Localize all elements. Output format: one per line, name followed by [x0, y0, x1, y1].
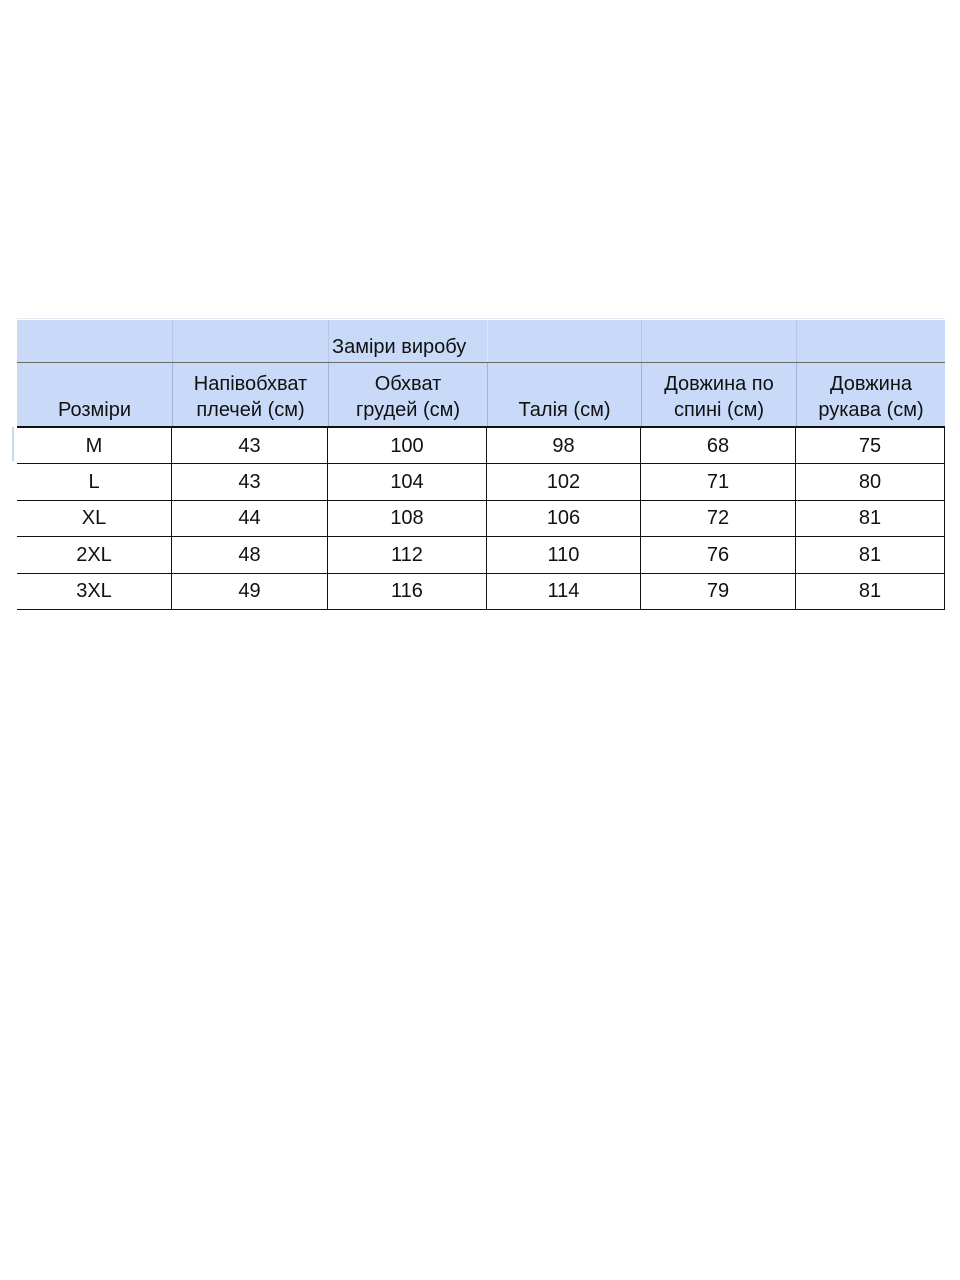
column-header-waist: Талія (см) — [487, 363, 641, 426]
sleeve-length-cell: 75 — [796, 428, 945, 463]
size-cell: M — [17, 428, 172, 463]
sleeve-length-cell: 81 — [796, 501, 945, 536]
table-body — [17, 428, 945, 610]
shoulders-cell: 48 — [172, 537, 328, 572]
sheet-top-gridline — [17, 318, 945, 319]
back-length-cell: 76 — [641, 537, 796, 572]
title-cell-empty — [487, 320, 641, 362]
table-row — [17, 464, 944, 500]
table-row — [17, 501, 944, 537]
table-row — [17, 574, 944, 610]
table-row — [17, 537, 944, 573]
title-cell-empty — [17, 320, 172, 362]
size-cell: L — [17, 464, 172, 499]
shoulders-cell: 44 — [172, 501, 328, 536]
row-selection-marker — [12, 427, 14, 461]
table-title-row — [17, 320, 945, 362]
waist-cell: 102 — [487, 464, 641, 499]
size-chart-table — [17, 320, 945, 610]
table-header-row — [17, 362, 945, 428]
size-cell: XL — [17, 501, 172, 536]
column-header-chest: Обхват грудей (см) — [328, 363, 487, 426]
column-header-size: Розміри — [57, 399, 132, 421]
table-row — [17, 428, 944, 464]
sleeve-length-cell: 80 — [796, 464, 945, 499]
waist-cell: 114 — [487, 574, 641, 609]
column-header-sleeve-length: Довжина рукава (см) — [796, 363, 945, 426]
chest-cell: 104 — [328, 464, 487, 499]
back-length-cell: 68 — [641, 428, 796, 463]
chest-cell: 108 — [328, 501, 487, 536]
sleeve-length-cell: 81 — [796, 574, 945, 609]
shoulders-cell: 43 — [172, 464, 328, 499]
back-length-cell: 71 — [641, 464, 796, 499]
back-length-cell: 79 — [641, 574, 796, 609]
size-cell: 3XL — [17, 574, 172, 609]
sleeve-length-cell: 81 — [796, 537, 945, 572]
waist-cell: 106 — [487, 501, 641, 536]
chest-cell: 100 — [328, 428, 487, 463]
table-title: Заміри виробу — [332, 336, 467, 358]
column-header-shoulders: Напівобхват плечей (см) — [172, 363, 328, 426]
chest-cell: 116 — [328, 574, 487, 609]
shoulders-cell: 49 — [172, 574, 328, 609]
shoulders-cell: 43 — [172, 428, 328, 463]
column-header-back-length: Довжина по спині (см) — [641, 363, 796, 426]
waist-cell: 98 — [487, 428, 641, 463]
size-cell: 2XL — [17, 537, 172, 572]
chest-cell: 112 — [328, 537, 487, 572]
title-cell-empty — [641, 320, 796, 362]
title-cell-empty — [796, 320, 945, 362]
waist-cell: 110 — [487, 537, 641, 572]
back-length-cell: 72 — [641, 501, 796, 536]
title-cell-empty — [172, 320, 328, 362]
